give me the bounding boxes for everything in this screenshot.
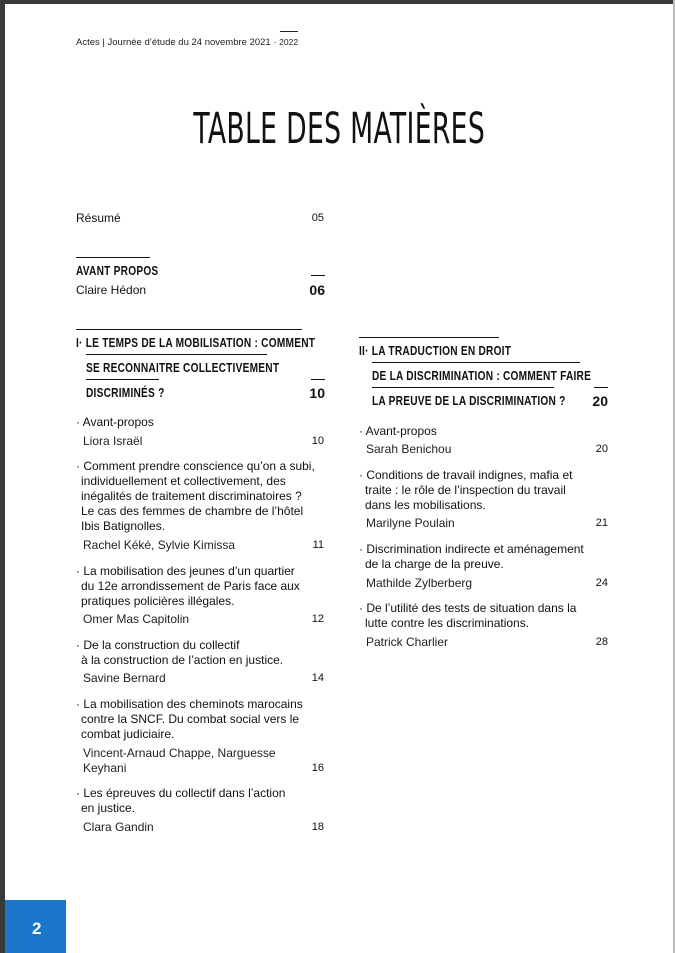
avant-propos-page-rule: [311, 275, 325, 276]
entry-title-line: en justice.: [81, 801, 136, 815]
entry-title-line: inégalités de traitement discriminatoires ?: [81, 489, 302, 503]
avant-propos-author: Claire Hédon: [76, 283, 147, 297]
entry-title-line: lutte contre les discriminations.: [365, 616, 530, 630]
running-header: [76, 37, 298, 48]
entry-title-line: dans les mobilisations.: [365, 498, 486, 512]
entry-title-line: · La mobilisation des jeunes d’un quartier: [76, 564, 295, 578]
section2-page-rule: [594, 387, 608, 388]
entry-title-line: contre la SNCF. Du combat social vers le: [81, 712, 300, 726]
entry-title-line: · Conditions de travail indignes, mafia et: [359, 468, 573, 482]
toc-resume-page: 05: [311, 212, 324, 224]
entry-author: Savine Bernard: [83, 671, 166, 685]
entry-title-line: · Discrimination indirecte et aménagement: [359, 542, 584, 556]
section2-heading-line-3[interactable]: LA PREUVE DE LA DISCRIMINATION ?: [372, 393, 566, 408]
section2-rule-1: [359, 337, 499, 338]
entry-author: Patrick Charlier: [366, 635, 449, 649]
entry-page: 11: [312, 539, 324, 551]
entry-page: 10: [311, 435, 324, 447]
entry-title-line: pratiques policières illégales.: [81, 594, 235, 608]
entry-author: Sarah Benichou: [366, 442, 452, 456]
entry-page: 18: [311, 821, 324, 833]
avant-propos-rule: [76, 257, 150, 258]
entry-title-line: Le cas des femmes de chambre de l’hôtel: [81, 504, 304, 518]
section1-heading-line-2[interactable]: SE RECONNAITRE COLLECTIVEMENT: [86, 360, 280, 375]
entry-title-line: du 12e arrondissement de Paris face aux: [81, 579, 300, 593]
entry-title-line: combat judiciaire.: [81, 727, 175, 741]
entry-author: Keyhani: [83, 761, 127, 775]
entry-title-line: Ibis Batignolles.: [81, 519, 166, 533]
section2-heading-line-2[interactable]: DE LA DISCRIMINATION : COMMENT FAIRE: [372, 368, 592, 383]
entry-title: · Avant-propos: [359, 424, 437, 438]
entry-author: Liora Israël: [83, 434, 143, 448]
entry-page: 20: [595, 443, 608, 455]
entry-title-line: à la construction de l’action en justice.: [81, 653, 284, 667]
window-frame-left: [0, 0, 5, 953]
entry-title-line: · De l’utilité des tests de situation dans la: [359, 601, 577, 615]
section2-rule-2: [372, 362, 580, 363]
page-title: TABLE DES MATIÈRES: [193, 104, 486, 154]
entry-author: Clara Gandin: [83, 820, 154, 834]
page-number-badge: [5, 900, 66, 953]
page-number: 2: [32, 919, 42, 938]
section1-rule-1: [76, 329, 302, 330]
entry-page: 24: [595, 577, 608, 589]
window-frame-top: [0, 0, 675, 4]
section1-heading-line-1[interactable]: I· LE TEMPS DE LA MOBILISATION : COMMENT: [76, 335, 316, 350]
entry-title-line: · Comment prendre conscience qu’on a subi,: [76, 459, 315, 473]
entry-title-line: traite : le rôle de l’inspection du travail: [365, 483, 566, 497]
entry-page: 28: [595, 636, 608, 648]
section2-heading-line-1[interactable]: II· LA TRADUCTION EN DROIT: [359, 343, 512, 358]
entry-author: Mathilde Zylberberg: [366, 576, 473, 590]
entry-author: Vincent-Arnaud Chappe, Narguesse: [83, 746, 276, 760]
avant-propos-page: 06: [309, 282, 325, 298]
section1-rule-3: [86, 379, 159, 380]
section1-page: 10: [309, 385, 325, 401]
section2-page: 20: [592, 393, 608, 409]
entry-page: 14: [311, 672, 324, 684]
entry-author: Rachel Kéké, Sylvie Kimissa: [83, 538, 236, 552]
section1-page-rule: [311, 379, 325, 380]
section1-rule-2: [86, 354, 267, 355]
header-year: 2022: [279, 37, 299, 47]
section1-heading-line-3[interactable]: DISCRIMINÉS ?: [86, 385, 165, 400]
entry-author: Omer Mas Capitolin: [83, 612, 190, 626]
entry-author: Marilyne Poulain: [366, 516, 455, 530]
entry-page: 12: [311, 613, 324, 625]
entry-title-line: · La mobilisation des cheminots marocains: [76, 697, 303, 711]
entry-title-line: · De la construction du collectif: [76, 638, 240, 652]
entry-title-line: individuellement et collectivement, des: [81, 474, 286, 488]
header-text: Actes | Journée d’étude du 24 novembre 2021 ·: [76, 37, 280, 48]
entry-page: 16: [311, 762, 324, 774]
entry-page: 21: [595, 517, 608, 529]
entry-title-line: de la charge de la preuve.: [365, 557, 504, 571]
entry-title-line: · Les épreuves du collectif dans l’action: [76, 786, 286, 800]
toc-resume-label[interactable]: Résumé: [76, 211, 121, 225]
section2-rule-3: [372, 387, 554, 388]
entry-title: · Avant-propos: [76, 415, 154, 429]
avant-propos-heading[interactable]: AVANT PROPOS: [76, 263, 159, 278]
